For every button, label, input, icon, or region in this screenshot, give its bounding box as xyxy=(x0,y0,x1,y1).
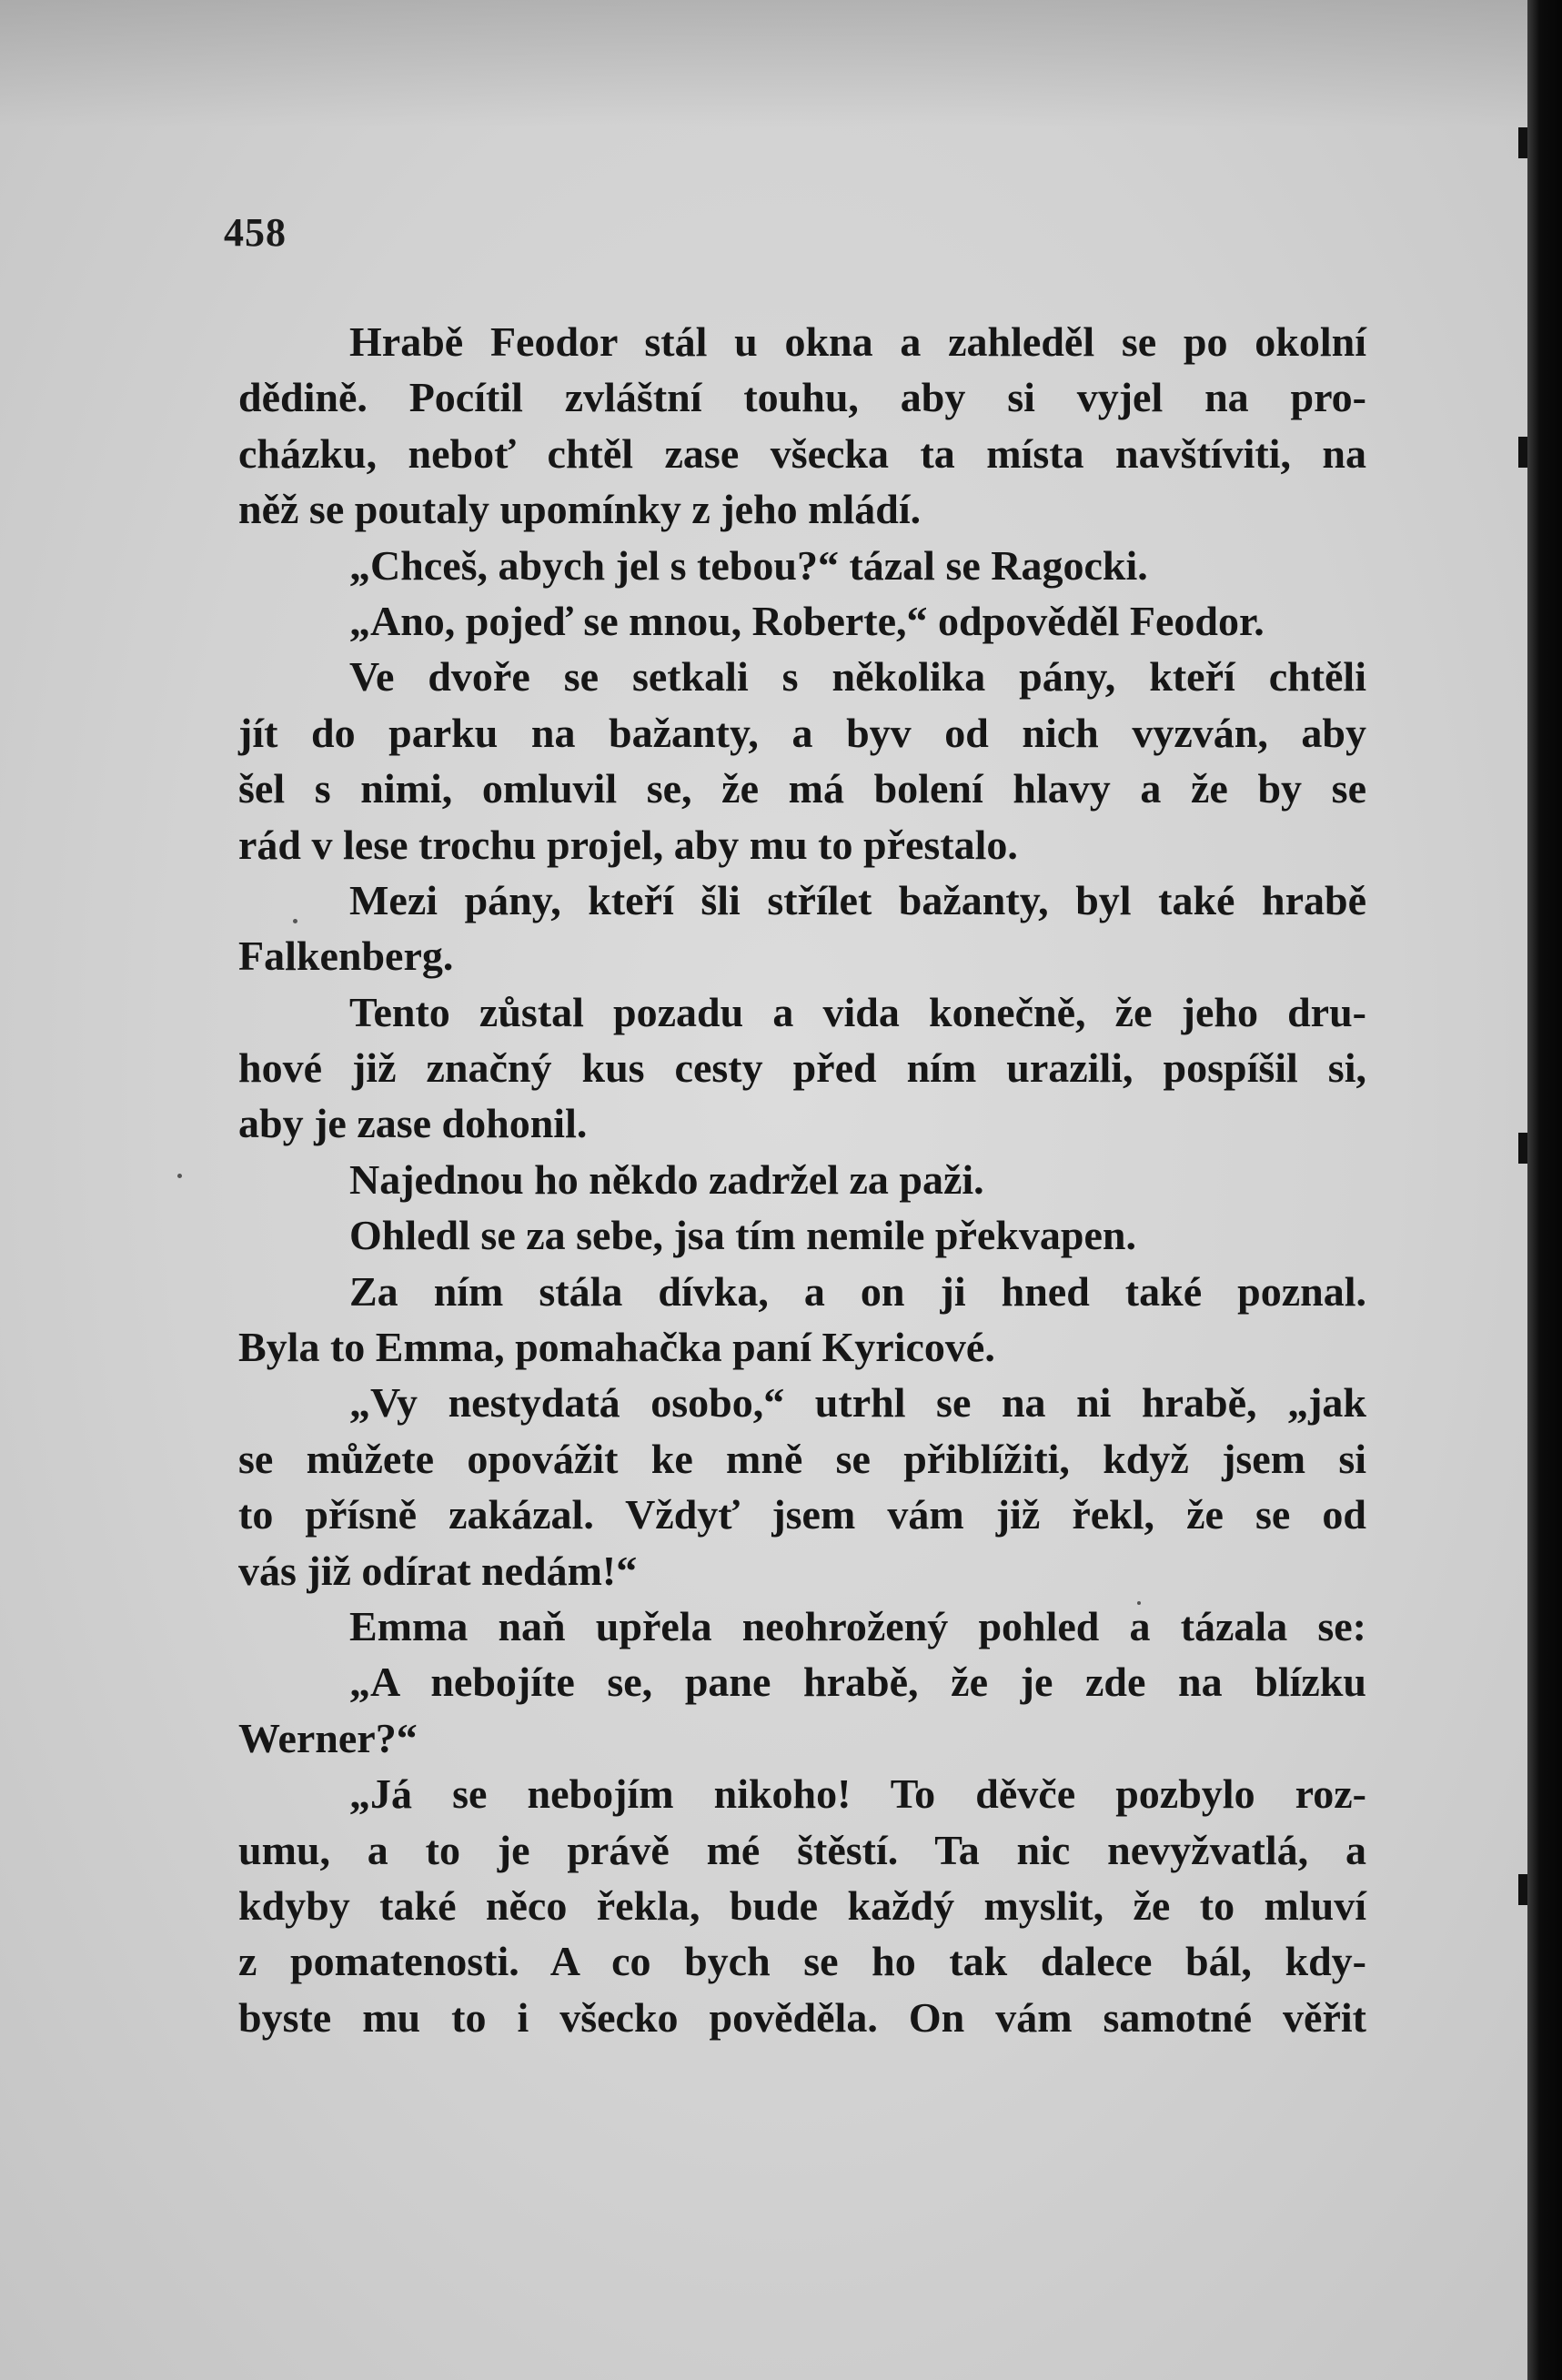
text-line: „Ano, pojeď se mnou, Roberte,“ odpověděl Feodor. xyxy=(349,597,1265,644)
scan-border xyxy=(1527,0,1562,2380)
text-line: vás již odírat nedám!“ xyxy=(238,1547,638,1594)
text-line: jít do parku na bažanty, a byv od nich vyzván, aby xyxy=(238,709,1366,756)
text-line: kdyby také něco řekla, bude každý myslit, že to mluví xyxy=(238,1881,1366,1929)
text-line: umu, a to je právě mé štěstí. Ta nic nevyžvatlá, a xyxy=(238,1826,1366,1873)
text-line: rád v lese trochu projel, aby mu to přestalo. xyxy=(238,821,1018,868)
text-line: aby je zase dohonil. xyxy=(238,1100,588,1147)
text-line: Najednou ho někdo zadržel za paži. xyxy=(349,1155,984,1203)
page-number: 458 xyxy=(224,210,287,255)
text-line: Emma naň upřela neohrožený pohled a tázala se: xyxy=(349,1602,1366,1649)
scan-edge-mark xyxy=(1518,127,1527,158)
text-line: byste mu to i všecko pověděla. On vám samotné věřit xyxy=(238,1993,1366,2041)
scan-edge-mark xyxy=(1518,1133,1527,1164)
text-line: Ohledl se za sebe, jsa tím nemile překvapen. xyxy=(349,1212,1136,1259)
text-line: Hrabě Feodor stál u okna a zahleděl se po okolní xyxy=(349,318,1366,365)
text-line: z pomatenosti. A co bych se ho tak dalece bál, kdy- xyxy=(238,1938,1366,1985)
text-line: Werner?“ xyxy=(238,1714,418,1761)
text-line: dědině. Pocítil zvláštní touhu, aby si vyjel na pro- xyxy=(238,374,1366,421)
text-line: hové již značný kus cesty před ním urazili, pospíšil si, xyxy=(238,1044,1366,1092)
text-line: Ve dvoře se setkali s několika pány, kteří chtěli xyxy=(349,653,1366,701)
text-line: šel s nimi, omluvil se, že má bolení hlavy a že by se xyxy=(238,765,1366,812)
scan-speck xyxy=(177,1174,182,1178)
text-line: Byla to Emma, pomahačka paní Kyricové. xyxy=(238,1324,995,1371)
scan-shading xyxy=(0,0,1562,127)
text-line: „Já se nebojím nikoho! To děvče pozbylo roz- xyxy=(349,1770,1366,1818)
text-line: Za ním stála dívka, a on ji hned také poznal. xyxy=(349,1267,1366,1315)
body-text xyxy=(238,314,1366,2045)
text-line: cházku, neboť chtěl zase všecka ta místa navštíviti, na xyxy=(238,429,1366,477)
scan-edge-mark xyxy=(1518,1874,1527,1905)
text-line: „Chceš, abych jel s tebou?“ tázal se Ragocki. xyxy=(349,541,1148,589)
text-line: se můžete opovážit ke mně se přiblížiti, když jsem si xyxy=(238,1435,1366,1482)
text-line: Falkenberg. xyxy=(238,933,454,980)
text-line: Mezi pány, kteří šli střílet bažanty, byl také hrabě xyxy=(349,876,1366,923)
scan-edge-mark xyxy=(1518,437,1527,468)
text-line: Tento zůstal pozadu a vida konečně, že jeho dru- xyxy=(349,988,1366,1035)
text-line: něž se poutaly upomínky z jeho mládí. xyxy=(238,486,922,533)
text-line: „Vy nestydatá osobo,“ utrhl se na ni hrabě, „jak xyxy=(349,1379,1366,1427)
text-line: to přísně zakázal. Vždyť jsem vám již řekl, že se od xyxy=(238,1491,1366,1538)
text-line: „A nebojíte se, pane hrabě, že je zde na blízku xyxy=(349,1659,1366,1706)
